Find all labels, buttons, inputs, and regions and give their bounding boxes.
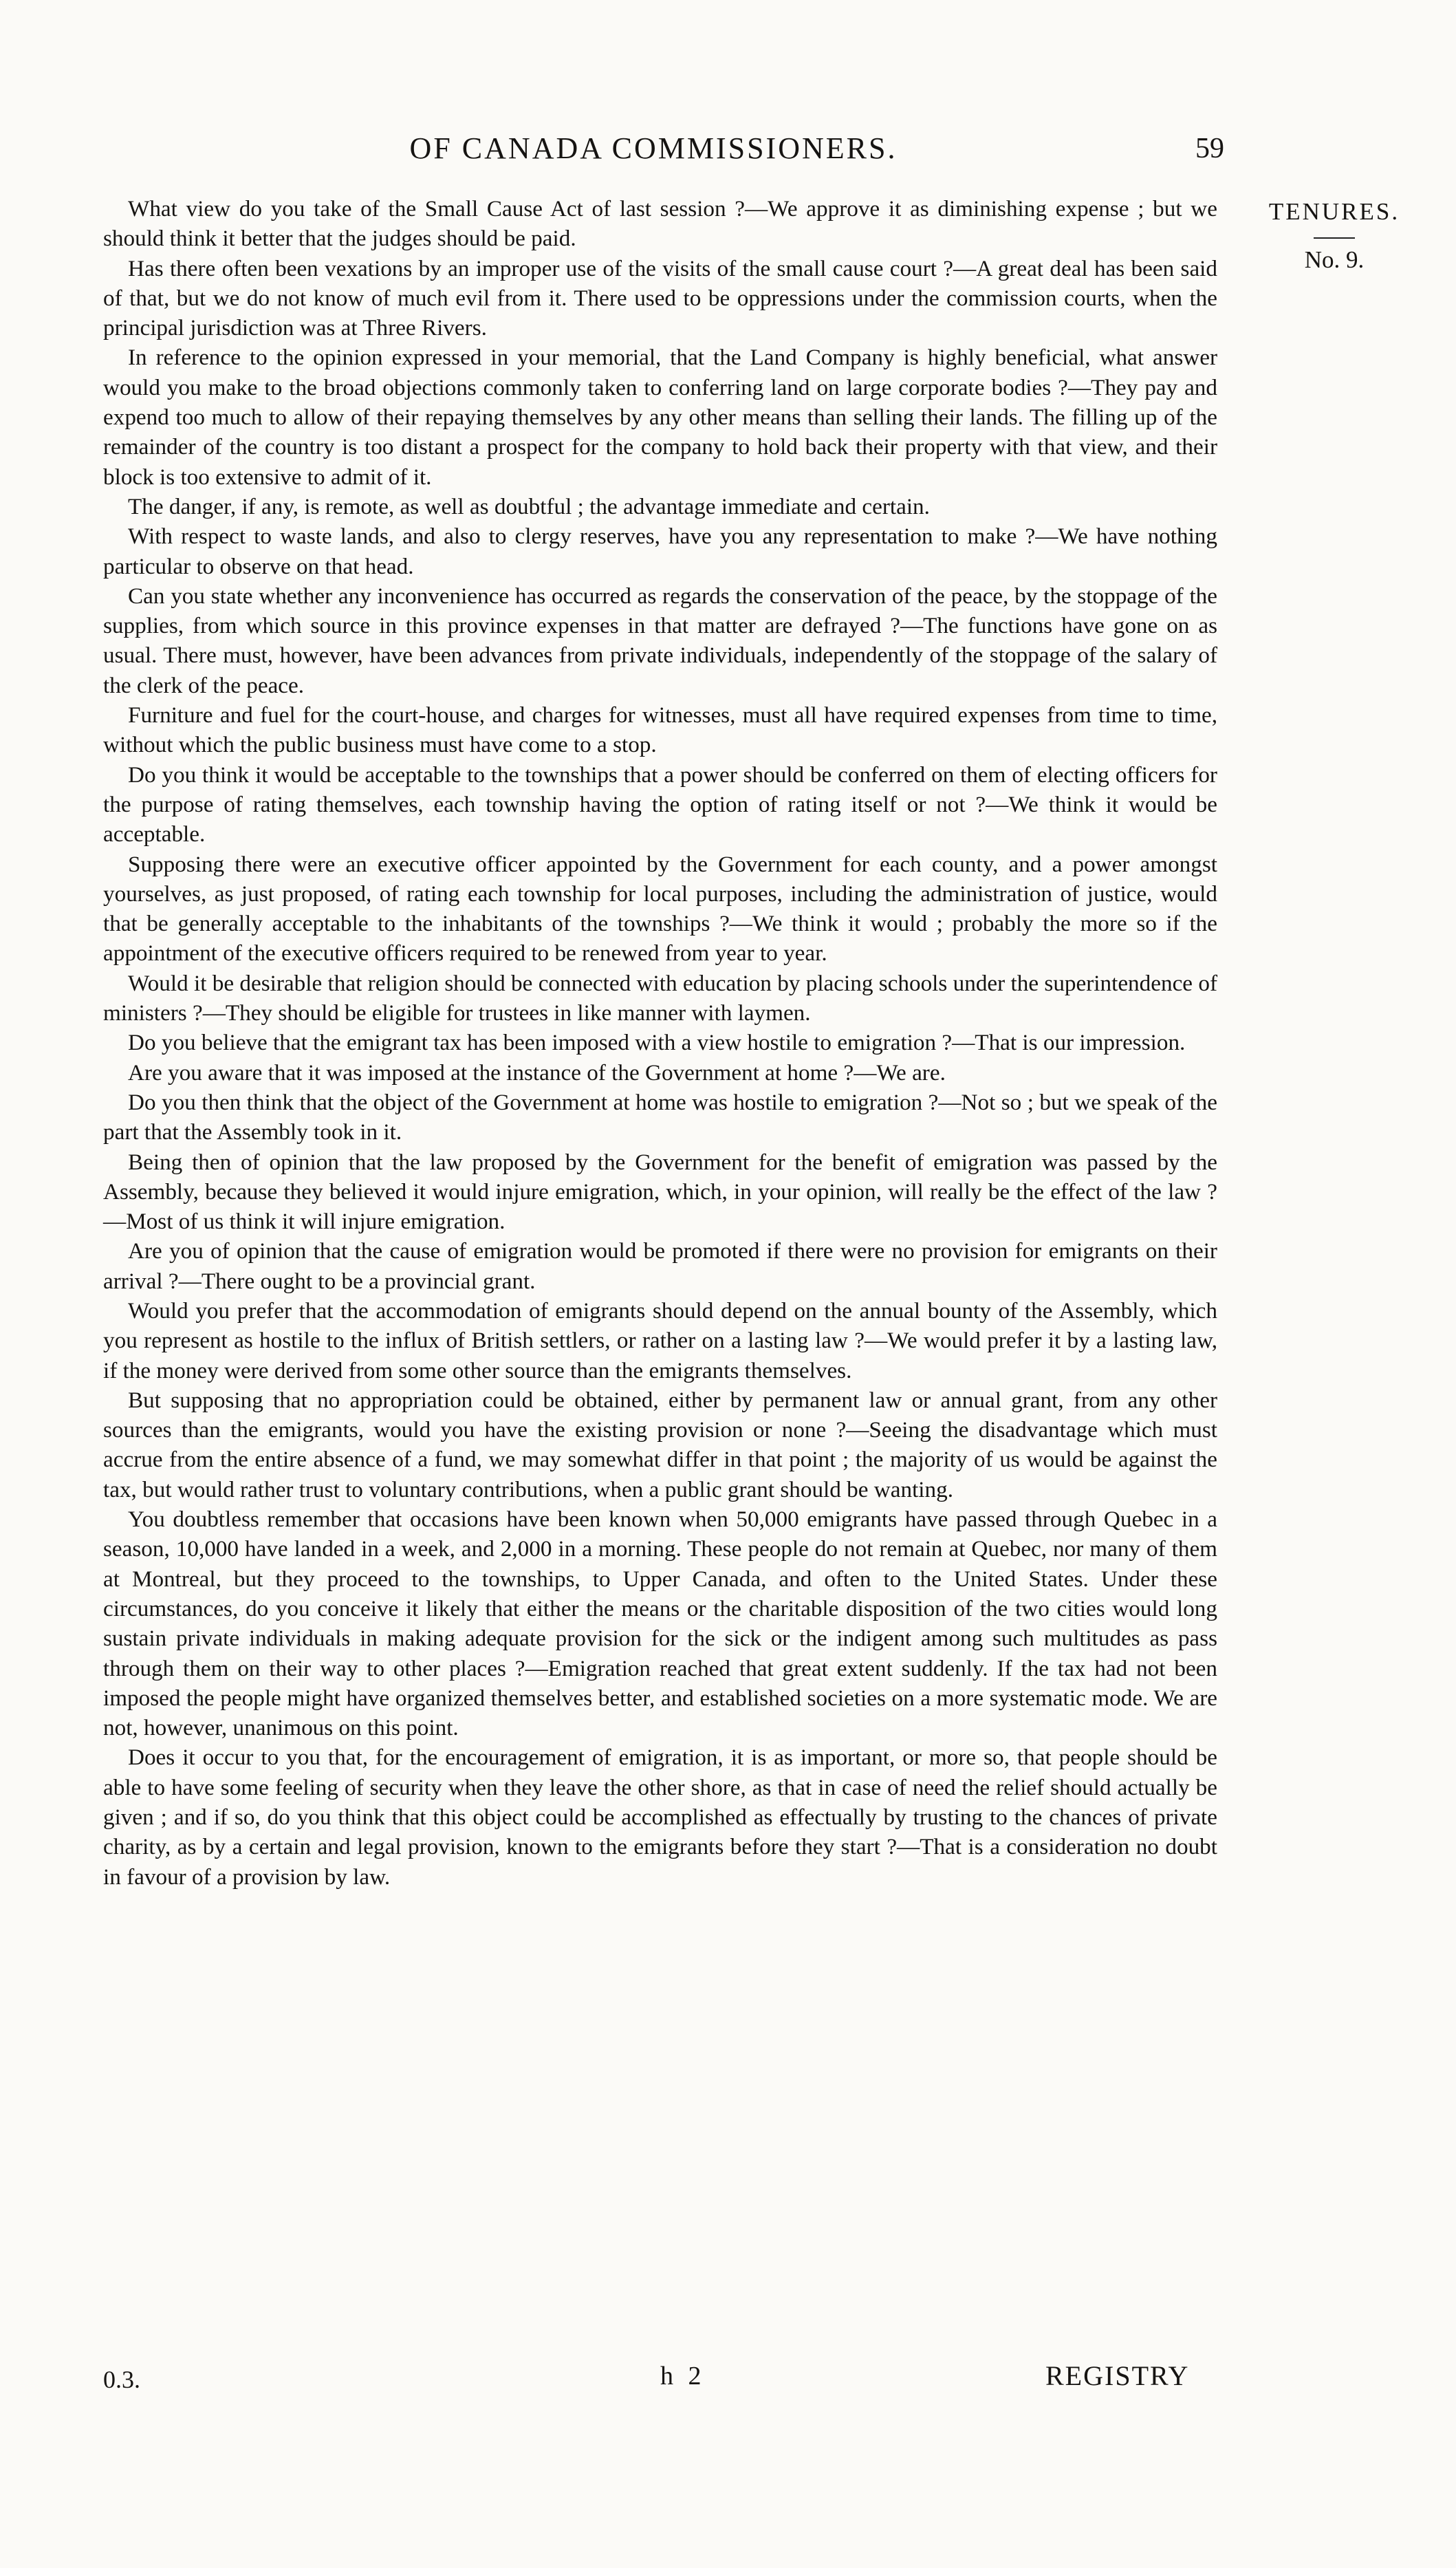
paragraph: In reference to the opinion expressed in your memorial, that the Land Company is highly beneficial, what answer would you make to the broad objections commonly taken to conferring land on large corporate bodies ?—They pay and expend too much to allow of their repaying themselves by any other means than selling their lands. The filling up of the remainder of the country is too distant a prospect for the company to hold back their property with that view, and their block is too extensive to admit of it. (103, 345, 1217, 490)
paragraph: Are you of opinion that the cause of emigration would be promoted if there were no provision for emigrants on their arrival ?—There ought to be a provincial grant. (103, 1238, 1217, 1294)
paragraph: Being then of opinion that the law proposed by the Government for the benefit of emigration was passed by the Assembly, because they believed it would injure emigration, which, in your opinion, will really be the effect of the law ?—Most of us think it will injure emigration. (103, 1149, 1217, 1235)
footer-signature-mark: 0.3. (103, 2366, 140, 2393)
paragraph: Can you state whether any inconvenience has occurred as regards the conservation of the peace, by the stoppage of the supplies, from which source in this province expenses in that matter are defrayed ?—The functions have gone on as usual. There must, however, have been advances from private individuals, independently of the stoppage of the salary of the clerk of the peace. (103, 583, 1217, 698)
margin-note-title: TENURES. (1268, 198, 1400, 225)
margin-note-rule (1314, 237, 1355, 239)
paragraph: Supposing there were an executive officer appointed by the Government for each county, and a power amongst yourselves, as just proposed, of rating each township for local purposes, including the administration of justice, would that be generally acceptable to the inhabitants of the townships ?—We think it would ; probably the more so if the appointment of the executive officers required to be renewed from year to year. (103, 851, 1217, 967)
footer-catchword: REGISTRY (1045, 2360, 1190, 2391)
paragraph: Has there often been vexations by an improper use of the visits of the small cause court ?—A great deal has been said of that, but we do not know of much evil from it. There used to be oppressions under the commission courts, when the principal jurisdiction was at Three Rivers. (103, 255, 1217, 341)
paragraph: What view do you take of the Small Cause Act of last session ?—We approve it as diminishing expense ; but we should think it better that the judges should be paid. (103, 196, 1217, 252)
header-divider (103, 175, 1217, 177)
paragraph: Do you then think that the object of the Government at home was hostile to emigration ?—Not so ; but we speak of the part that the Assembly took in it. (103, 1089, 1217, 1145)
paragraph: The danger, if any, is remote, as well as doubtful ; the advantage immediate and certain. (128, 493, 930, 519)
paragraph: You doubtless remember that occasions have been known when 50,000 emigrants have passed through Quebec in a season, 10,000 have landed in a week, and 2,000 in a morning. These people do not remain at Quebec, nor many of them at Montreal, but they proceed to the townships, to Upper Canada, and often to the United States. Under these circumstances, do you conceive it likely that either the means or the charitable disposition of the two cities would long sustain private individuals in making adequate provision for the sick or the indigent among such multitudes as pass through them on their way to other places ?—Emigration reached that great extent suddenly. If the tax had not been imposed the people might have organized themselves better, and established societies on a more systematic mode. We are not, however, unanimous on this point. (103, 1507, 1217, 1741)
page-number: 59 (1195, 133, 1224, 164)
paragraph: Would you prefer that the accommodation of emigrants should depend on the annual bounty of the Assembly, which you represent as hostile to the influx of British settlers, or rather on a lasting law ?—We would prefer it by a lasting law, if the money were derived from some other source than the emigrants themselves. (103, 1297, 1217, 1383)
paragraph: But supposing that no appropriation could be obtained, either by permanent law or annual grant, from any other sources than the emigrants, would you have the existing provision or none ?—Seeing the disadvantage which must accrue from the entire absence of a fund, we may somewhat differ in that point ; the majority of us would be against the tax, but would rather trust to voluntary contributions, when a public grant should be wanting. (103, 1387, 1217, 1502)
body-text (103, 194, 1217, 1892)
margin-note-number: No. 9. (1304, 246, 1365, 273)
paragraph: Would it be desirable that religion should be connected with education by placing schools under the superintendence of ministers ?—They should be eligible for trustees in like manner with laymen. (103, 970, 1217, 1026)
paragraph: Furniture and fuel for the court-house, and charges for witnesses, must all have required expenses from time to time, without which the public business must have come to a stop. (103, 702, 1217, 758)
paragraph: With respect to waste lands, and also to clergy reserves, have you any representation to make ?—We have nothing particular to observe on that head. (103, 524, 1217, 579)
running-head-title: OF CANADA COMMISSIONERS. (409, 131, 898, 165)
paragraph: Do you think it would be acceptable to the townships that a power should be conferred on them of electing officers for the purpose of rating themselves, each township having the option of rating itself or not ?—We think it would be acceptable. (103, 762, 1217, 848)
paragraph: Do you believe that the emigrant tax has been imposed with a view hostile to emigration ?—That is our impression. (128, 1030, 1186, 1056)
paragraph: Does it occur to you that, for the encouragement of emigration, it is as important, or more so, that people should be able to have some feeling of security when they leave the other shore, as that in case of need the relief should actually be given ; and if so, do you think that this object could be accomplished as effectually by trusting to the chances of private charity, as by a certain and legal provision, known to the emigrants before they start ?—That is a consideration no doubt in favour of a provision by law. (103, 1745, 1217, 1890)
paragraph: Are you aware that it was imposed at the instance of the Government at home ?—We are. (128, 1059, 946, 1086)
footer-gathering-mark: h 2 (660, 2362, 706, 2391)
